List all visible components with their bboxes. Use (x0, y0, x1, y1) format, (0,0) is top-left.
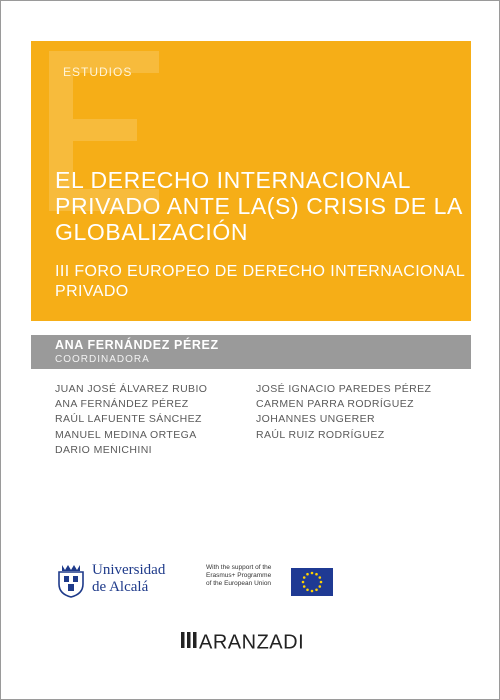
author-name: RAÚL RUIZ RODRÍGUEZ (256, 428, 385, 441)
series-label: ESTUDIOS (63, 65, 133, 79)
book-title: EL DERECHO INTERNACIONAL PRIVADO ANTE LA(S) CRISIS DE LA GLOBALIZACIÓN (55, 167, 462, 245)
publisher-bars-icon (181, 631, 199, 655)
coordinator-bar (31, 335, 471, 369)
author-name: JOHANNES UNGERER (256, 413, 375, 426)
book-subtitle: III FORO EUROPEO DE DERECHO INTERNACIONAL PRIVADO (55, 263, 465, 300)
author-name: JOSÉ IGNACIO PAREDES PÉREZ (256, 383, 432, 395)
university-name: Universidad de Alcalá (92, 562, 166, 595)
authors-right-column (256, 382, 431, 443)
university-logo (56, 562, 166, 603)
author-name: MANUEL MEDINA ORTEGA (55, 428, 197, 441)
publisher-name: ARANZADI (199, 631, 305, 654)
eu-support-text: With the support of the Erasmus+ Programme of the European Union (206, 564, 272, 587)
eu-flag-icon (291, 568, 333, 596)
author-name: RAÚL LAFUENTE SÁNCHEZ (55, 413, 202, 426)
university-crest-icon (56, 562, 86, 598)
coordinator-role: COORDINADORA (55, 354, 150, 365)
author-name: CARMEN PARRA RODRÍGUEZ (256, 398, 414, 411)
author-name: JUAN JOSÉ ÁLVAREZ RUBIO (55, 383, 208, 395)
author-name: ANA FERNÁNDEZ PÉREZ (55, 398, 189, 411)
coordinator-name: ANA FERNÁNDEZ PÉREZ (55, 338, 219, 352)
authors-left-column (55, 382, 207, 458)
author-name: DARIO MENICHINI (55, 443, 153, 456)
publisher-logo (181, 631, 304, 655)
title-band (31, 41, 471, 321)
